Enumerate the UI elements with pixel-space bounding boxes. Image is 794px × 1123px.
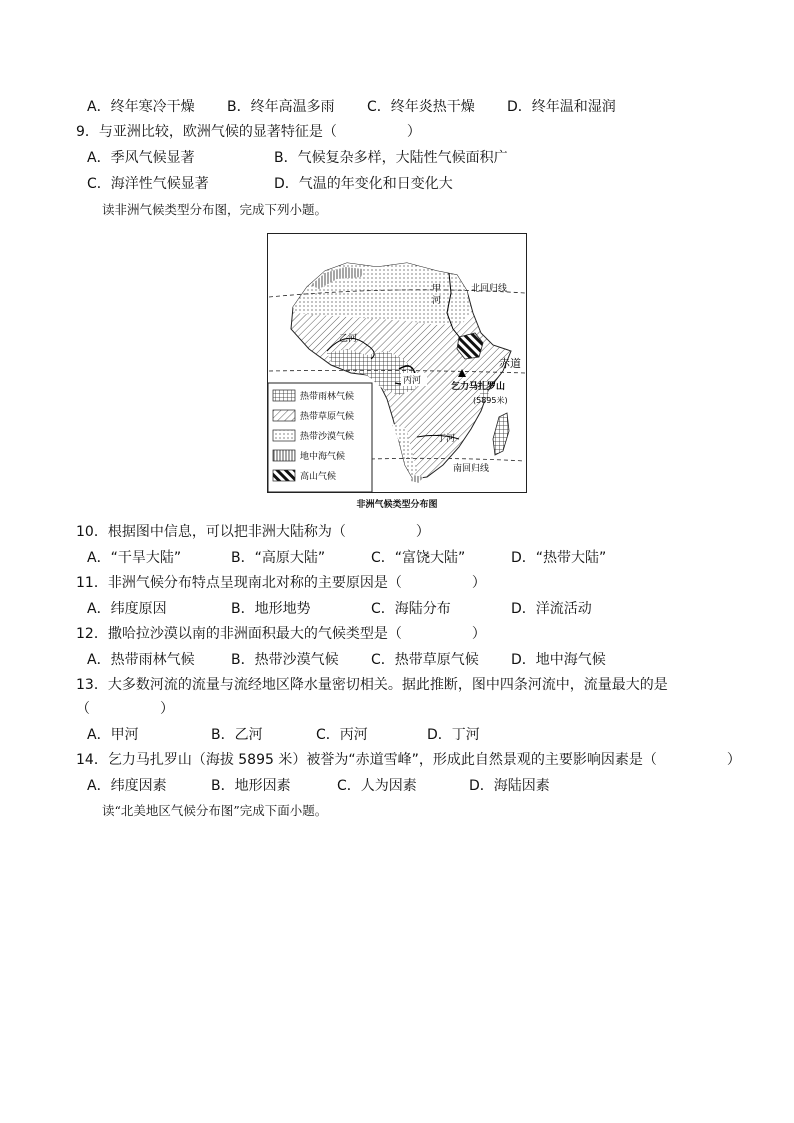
q13-stem-cont: （ ） xyxy=(76,701,174,717)
q13-stem: 13．大多数河流的流量与流经地区降水量密切相关。据此推断，图中四条河流中，流量最大的是 xyxy=(76,677,668,693)
q14-option-b[interactable]: B．地形因素 xyxy=(211,778,291,794)
label-ding-river: 丁河 xyxy=(437,434,456,444)
q10-stem: 10．根据图中信息，可以把非洲大陆称为（ ） xyxy=(76,524,430,540)
q14-stem: 14．乞力马扎罗山（海拔 5895 米）被誉为“赤道雪峰”，形成此自然景观的主要影响因素是（ ） xyxy=(76,752,741,768)
map-caption: 非洲气候类型分布图 xyxy=(356,500,438,510)
legend-swatch-highland xyxy=(273,470,295,481)
q8-option-d[interactable]: D．终年温和湿润 xyxy=(507,99,616,115)
q11-option-c[interactable]: C．海陆分布 xyxy=(371,601,451,617)
legend-label-mediterranean: 地中海气候 xyxy=(300,452,346,462)
q14-option-c[interactable]: C．人为因素 xyxy=(337,778,417,794)
q13-option-c[interactable]: C．丙河 xyxy=(316,727,368,743)
legend-item-rainforest xyxy=(273,390,354,402)
legend-item-desert xyxy=(273,430,354,442)
q14-option-a[interactable]: A．纬度因素 xyxy=(87,778,167,794)
label-jia-char2: 河 xyxy=(432,296,442,306)
q13-option-d[interactable]: D．丁河 xyxy=(427,727,480,743)
q10-option-c[interactable]: C．“富饶大陆” xyxy=(371,550,466,566)
q11-option-a[interactable]: A．纬度原因 xyxy=(87,601,167,617)
legend-label-rainforest: 热带雨林气候 xyxy=(300,392,355,402)
label-mountain: 乞力马扎罗山 xyxy=(451,382,506,392)
label-jia-char1: 甲 xyxy=(432,284,442,294)
q9-stem: 9．与亚洲比较，欧洲气候的显著特征是（ ） xyxy=(76,124,421,140)
q9-option-a[interactable]: A．季风气候显著 xyxy=(87,150,195,166)
legend-swatch-rainforest xyxy=(273,390,295,401)
intro-africa: 读非洲气候类型分布图，完成下列小题。 xyxy=(102,202,328,217)
legend-label-highland: 高山气候 xyxy=(300,472,337,482)
q8-option-c[interactable]: C．终年炎热干燥 xyxy=(367,99,475,115)
q12-option-c[interactable]: C．热带草原气候 xyxy=(371,652,479,668)
africa-climate-map xyxy=(267,233,527,493)
legend-item-savanna xyxy=(273,410,354,422)
q12-option-d[interactable]: D．地中海气候 xyxy=(511,652,606,668)
legend-swatch-savanna xyxy=(273,410,295,421)
label-equator: 赤道 xyxy=(499,357,521,370)
q11-option-d[interactable]: D．洋流活动 xyxy=(511,601,592,617)
q11-option-b[interactable]: B．地形地势 xyxy=(231,601,311,617)
q8-option-b[interactable]: B．终年高温多雨 xyxy=(227,99,335,115)
legend-label-desert: 热带沙漠气候 xyxy=(300,432,355,442)
legend-item-mediterranean xyxy=(273,450,345,462)
q13-option-b[interactable]: B．乙河 xyxy=(211,727,263,743)
q12-option-b[interactable]: B．热带沙漠气候 xyxy=(231,652,339,668)
q12-option-a[interactable]: A．热带雨林气候 xyxy=(87,652,195,668)
q10-option-b[interactable]: B．“高原大陆” xyxy=(231,550,326,566)
q9-option-c[interactable]: C．海洋性气候显著 xyxy=(87,176,209,192)
legend-swatch-desert xyxy=(273,430,295,441)
label-tropic-south: 南回归线 xyxy=(453,464,490,474)
legend-label-savanna: 热带草原气候 xyxy=(300,412,355,422)
label-yi-river: 乙河 xyxy=(339,334,358,344)
q10-option-d[interactable]: D．“热带大陆” xyxy=(511,550,607,566)
q11-stem: 11．非洲气候分布特点呈现南北对称的主要原因是（ ） xyxy=(76,575,486,591)
q8-option-a[interactable]: A．终年寒冷干燥 xyxy=(87,99,195,115)
legend-swatch-mediterranean xyxy=(273,450,295,461)
q13-option-a[interactable]: A．甲河 xyxy=(87,727,139,743)
q12-stem: 12．撒哈拉沙漠以南的非洲面积最大的气候类型是（ ） xyxy=(76,626,486,642)
q9-option-d[interactable]: D．气温的年变化和日变化大 xyxy=(274,176,453,192)
q9-option-b[interactable]: B．气候复杂多样，大陆性气候面积广 xyxy=(274,150,508,166)
legend-item-highland xyxy=(273,470,336,482)
q10-option-a[interactable]: A．“干旱大陆” xyxy=(87,550,182,566)
label-bing-river: 丙河 xyxy=(403,376,422,386)
q14-option-d[interactable]: D．海陆因素 xyxy=(469,778,550,794)
intro-north-america: 读“北美地区气候分布图”完成下面小题。 xyxy=(102,803,328,818)
label-tropic-north: 北回归线 xyxy=(471,284,508,294)
label-mountain-height: (5895米) xyxy=(473,396,508,405)
